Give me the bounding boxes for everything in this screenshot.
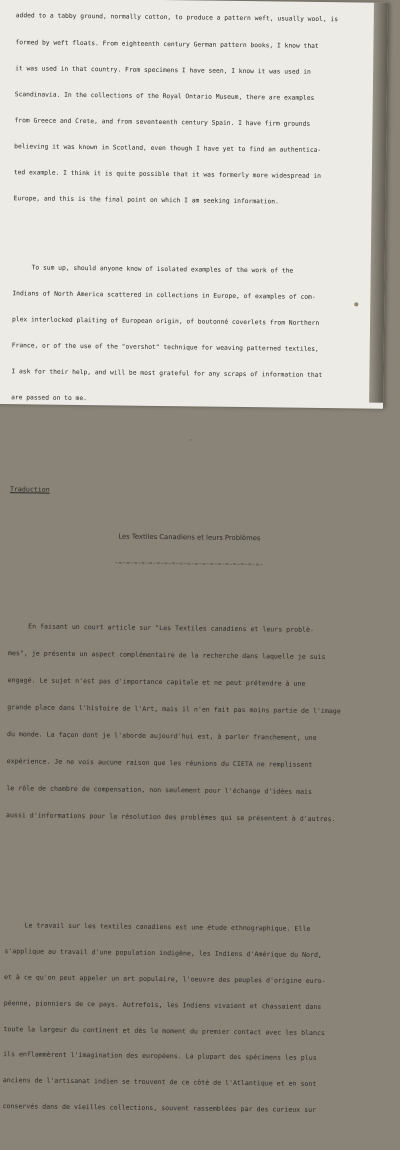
fr-para1-line: le rôle de chambre de compensation, non seulement pour l'échange d'idées mais (6, 784, 313, 796)
en-para1-line: Scandinavia. In the collections of the Royal Ontario Museum, there are examples (14, 90, 315, 102)
title-underline-rule: ~=~=~=~=~=~=~=~=~=~=~=~=~=~=~=~=~=~=~=~ (114, 560, 264, 569)
typescript-text (2, 0, 376, 1150)
en-para1-line: ted example. I think it is quite possible that it was formerly more widespread in (13, 169, 321, 180)
fr-para1-line: du monde. La façon dont je l'aborde aujourd'hui est, à parler franchement, une (6, 730, 317, 742)
en-para2-line: France, or of the use of the "overshot" technique for weaving patterned textiles, (11, 342, 319, 354)
fr-para2-line: et à ce qu'on peut appeler un art populaire, l'oeuvre des peuples d'origine euro- (3, 973, 326, 986)
en-para1-line: believing it was known in Scotland, even though I have yet to find an authentica- (14, 143, 322, 154)
fr-para2-line: péenne, pionniers de ce pays. Autrefois, les Indiens vivaient et chassaient dans (3, 998, 322, 1011)
fr-para2-line: ils enflammèrent l'imagination des européens. La plupart des spécimens les plus (3, 1050, 317, 1063)
fr-para1-line: aussi d'informations pour la résolution des problèmes qui se présentent à d'autres. (5, 811, 336, 824)
fr-para2-line: Le travail sur les textiles canadiens est une étude ethnographique. Elle (4, 921, 311, 934)
fr-para1 (6, 604, 369, 842)
fr-para1-line: engagé. Le sujet n'est pas d'importance capitale et ne peut prétendre à une (7, 676, 306, 688)
en-para2-line: are passed on to me. (11, 394, 87, 403)
section-separator: . (188, 435, 193, 443)
en-para2-line: I ask for their help, and will be most grateful for any scraps of information that (11, 368, 323, 380)
fr-para2-line: conservés dans de vieilles collections, souvent rassemblées par des curieux sur (2, 1101, 317, 1114)
fr-para2-line: s'applique au travail d'une population indigène, les Indiens d'Amérique du Nord, (4, 947, 322, 960)
fr-para1-line: En faisant un court article sur "Les Textiles canadiens et leurs problè- (8, 622, 315, 634)
fr-para1-line: grande place dans l'histoire de l'Art, mais il n'en fait pas moins partie de l'image (7, 703, 341, 716)
en-para1-line: from Greece and Crete, and from seventeenth century Spain. I have firm grounds (14, 116, 311, 128)
fr-para2-line: toute la largeur du continent et dès le moment du premier contact avec les blancs (3, 1024, 325, 1037)
en-para1-line: formed by weft floats. From eighteenth century German pattern books, I know that (15, 38, 319, 50)
en-para2-line: Indians of North America scattered in collections in Europe, of examples of com- (12, 290, 316, 301)
en-para1-line: it was used in that country. From specimens I have seen, I know it was used in (15, 64, 311, 76)
en-para1-line: Europe, and this is the final point on which I am seeking information. (13, 195, 279, 206)
fr-para1-line: mes", je présente un aspect complémentaire de la recherche dans laquelle je suis (7, 649, 326, 662)
traduction-heading: Traduction (9, 485, 50, 495)
en-para1-line: added to a tabby ground, normally cotton, to produce a pattern weft, usually wool, is (15, 12, 339, 24)
fr-para1-line: expérience. Je ne vois aucune raison que les réunions du CIETA ne remplissent (6, 757, 313, 769)
fr-para2 (2, 904, 365, 1132)
fr-para2-line: anciens de l'artisanat indien se trouvent de ce côté de l'Atlantique et en sont (2, 1076, 317, 1089)
en-para2-line: To sum up, should anyone know of isolated examples of the work of the (12, 264, 294, 275)
en-para2-line: plex interlocked plaiting of European origin, of boutonné coverlets from Northern (12, 316, 320, 328)
traduction-title: Les Textiles Canadiens et leurs Problèmes (118, 532, 261, 543)
